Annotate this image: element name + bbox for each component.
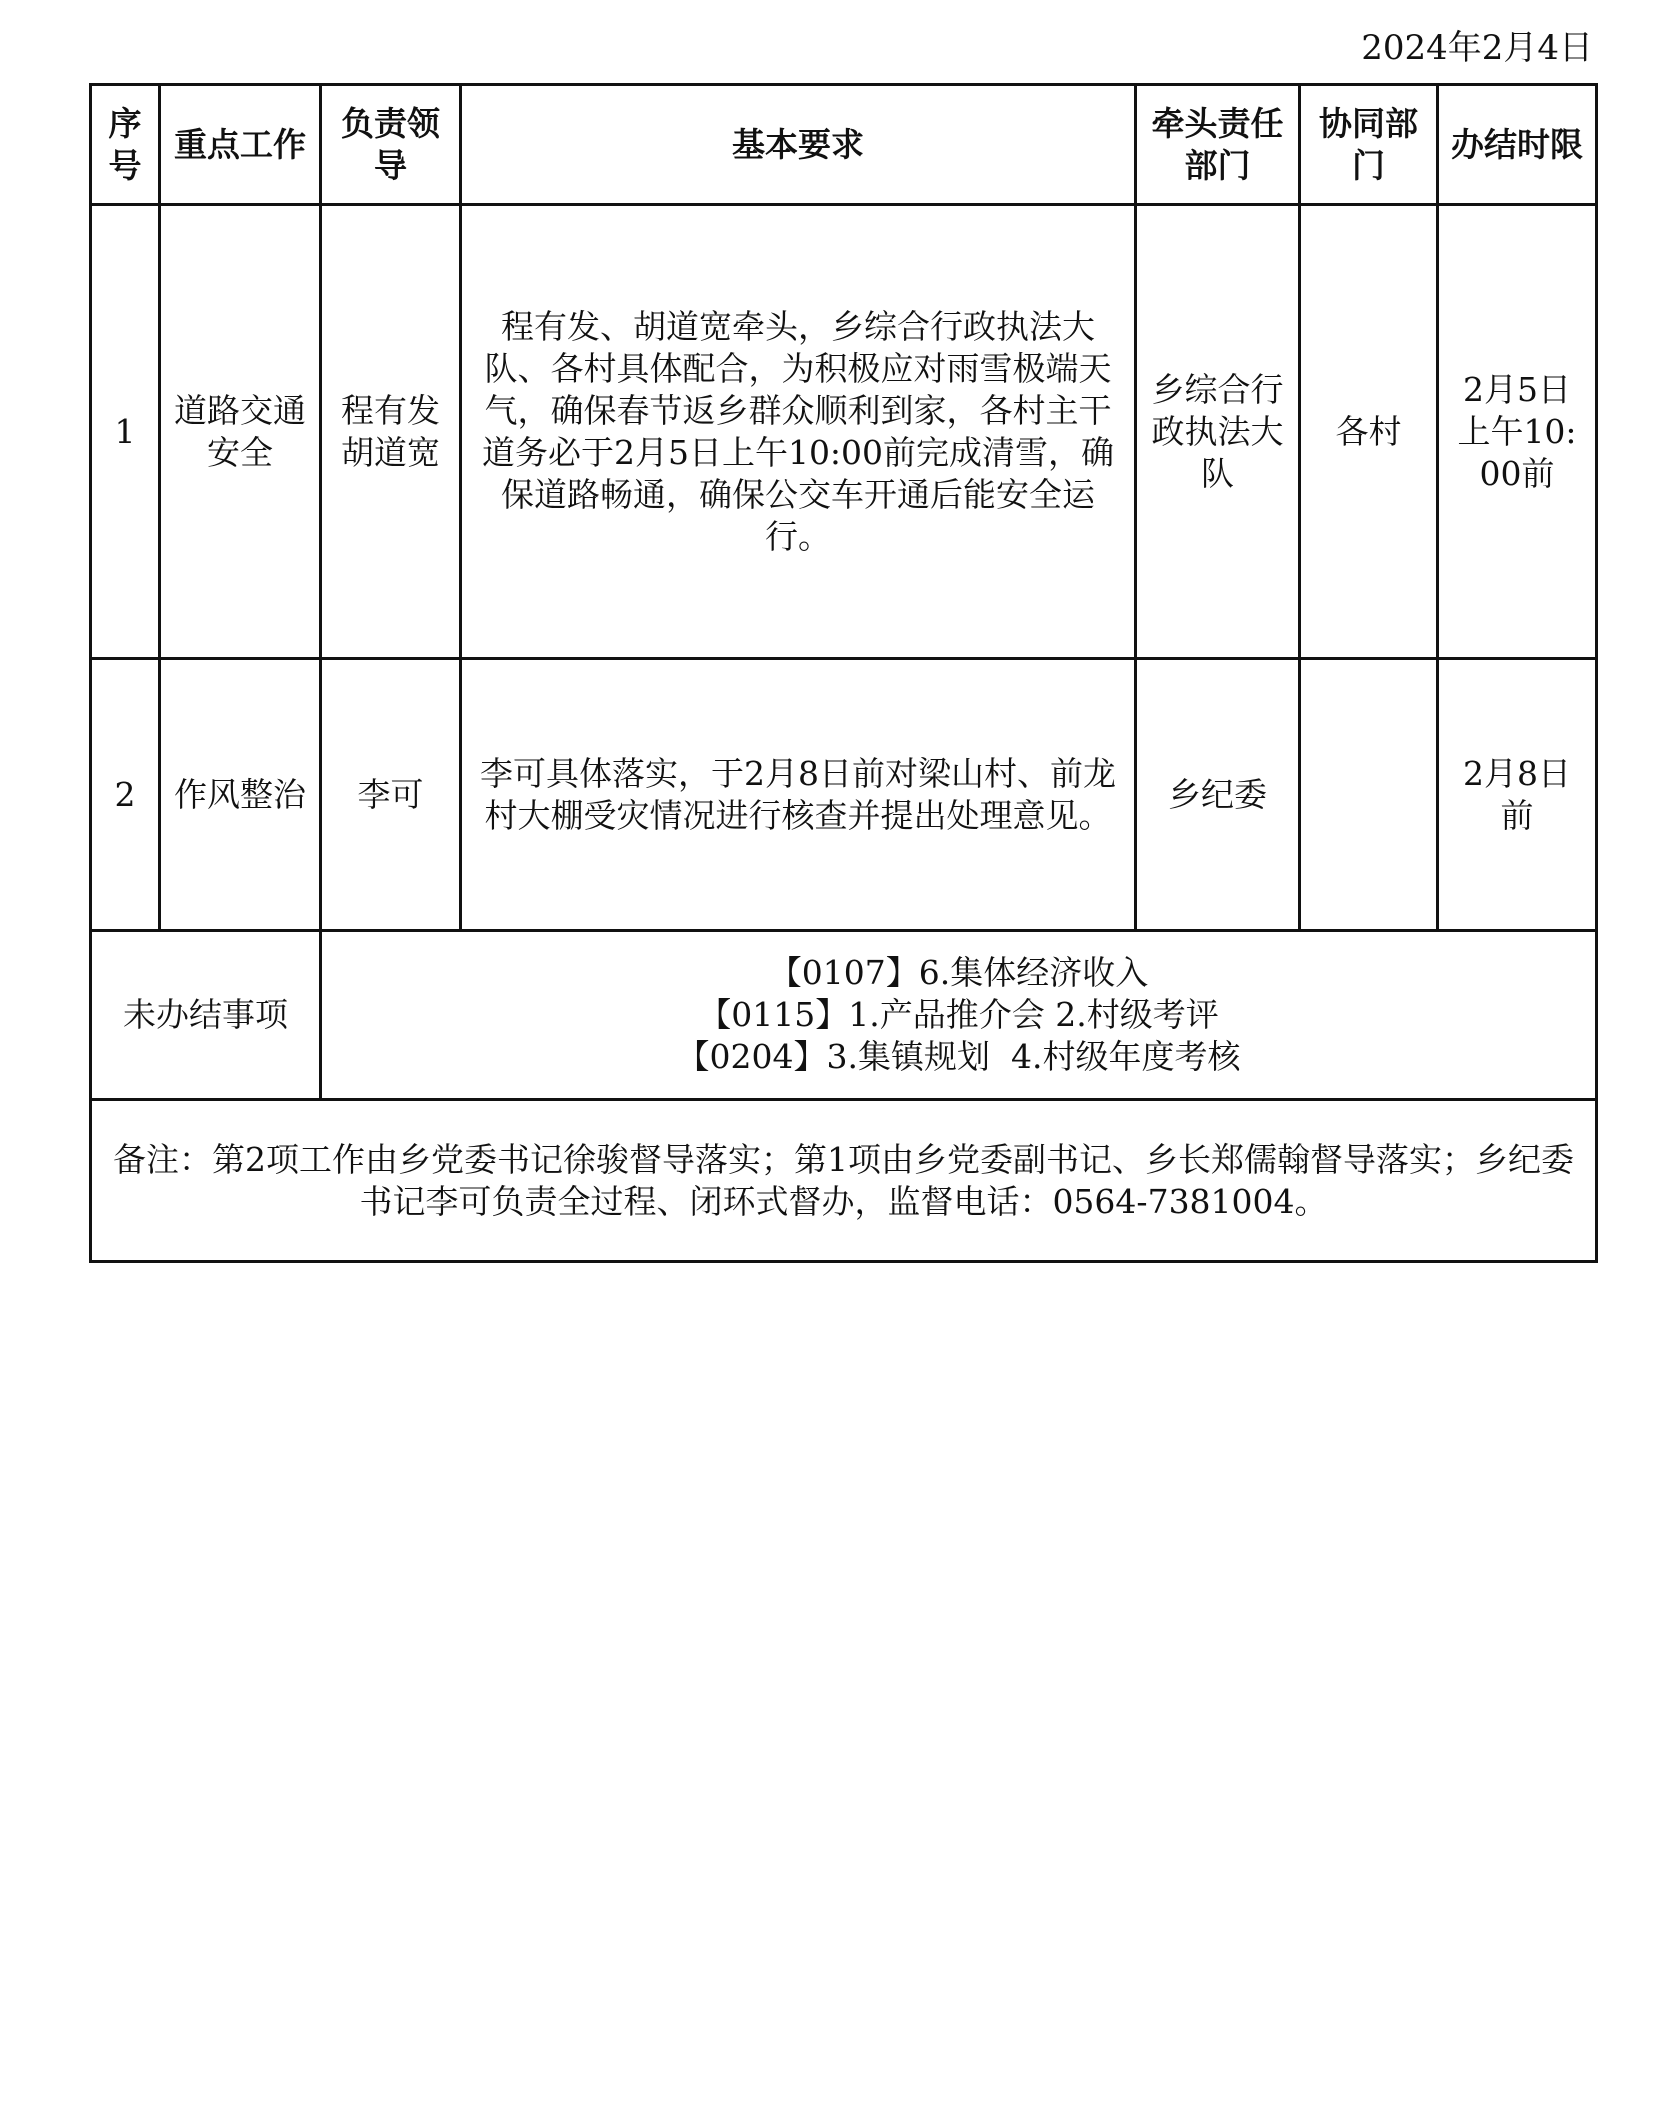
remarks-note: 备注：第2项工作由乡党委书记徐骏督导落实；第1项由乡党委副书记、乡长郑儒翰督导落实；乡纪委书记李可负责全过程、闭环式督办，监督电话：0564-7381004。 (91, 1100, 1597, 1262)
header-lead-dept: 牵头责任部门 (1136, 85, 1300, 205)
pending-item: 【0107】6.集体经济收入 (768, 953, 1149, 992)
pending-item: 【0115】1.产品推介会 2.村级考评 (698, 995, 1219, 1034)
header-requirement: 基本要求 (461, 85, 1136, 205)
table-row (91, 205, 1597, 659)
cell-leader: 李可 (321, 659, 461, 931)
cell-leader: 程有发胡道宽 (321, 205, 461, 659)
cell-requirement: 李可具体落实，于2月8日前对梁山村、前龙村大棚受灾情况进行核查并提出处理意见。 (461, 659, 1136, 931)
cell-deadline: 2月5日上午10:00前 (1438, 205, 1597, 659)
table-header-row (91, 85, 1597, 205)
cell-lead-dept: 乡综合行政执法大队 (1136, 205, 1300, 659)
cell-seq: 1 (91, 205, 160, 659)
header-leader: 负责领导 (321, 85, 461, 205)
cell-assist-dept: 各村 (1300, 205, 1438, 659)
header-seq: 序号 (91, 85, 160, 205)
header-assist-dept: 协同部门 (1300, 85, 1438, 205)
cell-task: 道路交通安全 (160, 205, 321, 659)
header-deadline: 办结时限 (1438, 85, 1597, 205)
cell-requirement: 程有发、胡道宽牵头，乡综合行政执法大队、各村具体配合，为积极应对雨雪极端天气，确保春节返乡群众顺利到家，各村主干道务必于2月5日上午10:00前完成清雪，确保道路畅通，确保公交车开通后能安全运行。 (461, 205, 1136, 659)
note-row (91, 1100, 1597, 1262)
pending-list (321, 931, 1597, 1100)
pending-item: 【0204】3.集镇规划 4.村级年度考核 (676, 1037, 1241, 1076)
pending-label: 未办结事项 (91, 931, 321, 1100)
header-task: 重点工作 (160, 85, 321, 205)
cell-deadline: 2月8日前 (1438, 659, 1597, 931)
pending-row (91, 931, 1597, 1100)
task-table (89, 83, 1598, 1263)
table-row (91, 659, 1597, 931)
document-date: 2024年2月4日 (1361, 28, 1593, 68)
cell-seq: 2 (91, 659, 160, 931)
cell-task: 作风整治 (160, 659, 321, 931)
cell-lead-dept: 乡纪委 (1136, 659, 1300, 931)
cell-assist-dept (1300, 659, 1438, 931)
